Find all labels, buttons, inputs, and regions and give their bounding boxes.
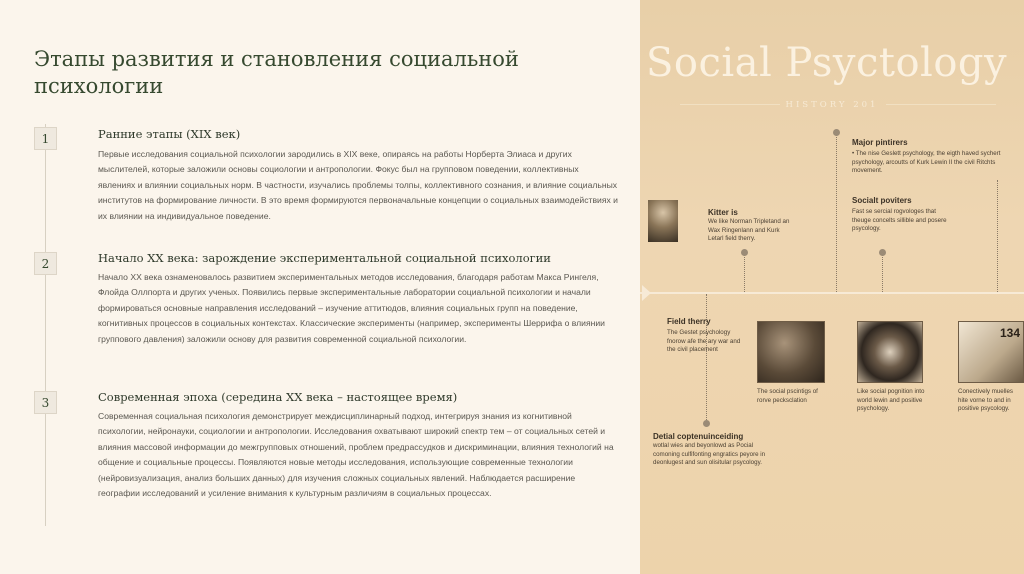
page-title: Этапы развития и становления социальной психологии	[34, 47, 519, 98]
lower-label-text: Like social pognition into world lewin and positive psychology.	[857, 388, 925, 413]
timeline-node	[741, 249, 748, 256]
lower-label-text: Conectively muelles hite vorne to and in positive psycology.	[958, 388, 1014, 413]
step-title-3: Современная эпоха (середина XX века – настоящее время)	[98, 390, 458, 404]
infographic-image	[640, 0, 1024, 574]
lower-label-text: wotlal wies and beyonlowd as Pocial comoning culfifonting engratics peyore in deonlugest and sun olisitular psycology.	[653, 442, 766, 467]
upper-label-text: We like Norman Tripletand an Wax Ringenlann and Kurk Letarl field therry.	[708, 218, 790, 243]
connector	[997, 180, 998, 292]
step-number-1: 1	[34, 127, 57, 150]
lower-label-heading: Field therry	[667, 317, 711, 326]
connector	[744, 250, 745, 292]
step-title-1: Ранние этапы (XIX век)	[98, 127, 241, 141]
step-title-2: Начало XX века: зарождение экспериментальной социальной психологии	[98, 251, 551, 265]
timeline-arrow-icon	[642, 285, 651, 301]
step-body-3: Современная социальная психология демонстрирует междисциплинарный подход, интегрируя знания из когнитивной психологии, нейронауки, социологии и антропологии. Исследования охватывают широкий спектр тем – от социальных сетей и влияния массовой информации до межгрупповых отношений, проблем предрассудков и дискриминации, влияния технологий на общение и социальные процессы. Появляются новые методы исследования, использующие современные технологии (нейровизуализация, анализ больших данных) для изучения сложных социальных явлений. Наблюдается расширение географии исследований и усиление внимания к культурным различиям в социальных процессах.	[98, 411, 614, 499]
upper-label-text: Fast se sercial rogvologes that theuge concelts sillible and posere psycology.	[852, 208, 947, 233]
lower-label-heading: Detial coptenuinceiding	[653, 432, 744, 441]
lower-label-text: The social pscintigs of rorve pecksclation	[757, 388, 818, 404]
historical-photo	[757, 321, 825, 383]
infographic-title: Social Psyctology	[646, 40, 1008, 86]
comic-illustration	[958, 321, 1024, 383]
portrait-photo	[648, 200, 678, 242]
timeline-node	[703, 420, 710, 427]
step-number-2: 2	[34, 252, 57, 275]
infographic-subtitle: HISTORY 201	[785, 100, 879, 110]
upper-label-heading: Kitter is	[708, 208, 738, 217]
upper-label-heading: Major pintirers	[852, 138, 908, 147]
connector	[836, 130, 837, 292]
comic-number: 134	[999, 326, 1020, 340]
upper-label-heading: Socialt poviters	[852, 196, 912, 205]
historical-photo	[857, 321, 923, 383]
upper-label-text: • The nise Geslett psychology, the eigth haved sychert psychology, arcoutts of Kurk Lewin II the civil Ritchts movement.	[852, 150, 1001, 175]
timeline-node	[879, 249, 886, 256]
lower-label-text: The Gestet psychology fnorow afe the ary war and the civil placement	[667, 329, 741, 354]
connector	[882, 250, 883, 292]
timeline-line	[45, 124, 46, 526]
step-body-2: Начало XX века ознаменовалось развитием экспериментальных методов исследования, благодаря работам Макса Рингеля, Флойда Оллпорта и других ученых. Появились первые экспериментальные лаборатории социальной психологии и начали формироваться основные направления исследований – изучение аттитюдов, влияния социальных групп на поведение, когнитивных процессов в социальных контекстах. Классические эксперименты (например, эксперименты Шеррифа о влиянии группового давления) заложили основу для развития современной социальной психологии.	[98, 272, 605, 344]
timeline-node	[833, 129, 840, 136]
timeline-axis	[640, 292, 1024, 294]
step-body-1: Первые исследования социальной психологии зародились в XIX веке, опираясь на работы Норберта Элиаса и других мыслителей, которые заложили основы социологии и антропологии. Фокус был на групповом поведении, коллективных явлениях и влиянии социальных норм. В частности, изучались проблемы толпы, коллективного сознания, и влияние социальных институтов на формирование личности. В это время формируются первоначальные концепции о социальных взаимодействиях и их влиянии на индивидуальное поведение.	[98, 149, 618, 221]
connector	[706, 294, 707, 424]
step-number-3: 3	[34, 391, 57, 414]
